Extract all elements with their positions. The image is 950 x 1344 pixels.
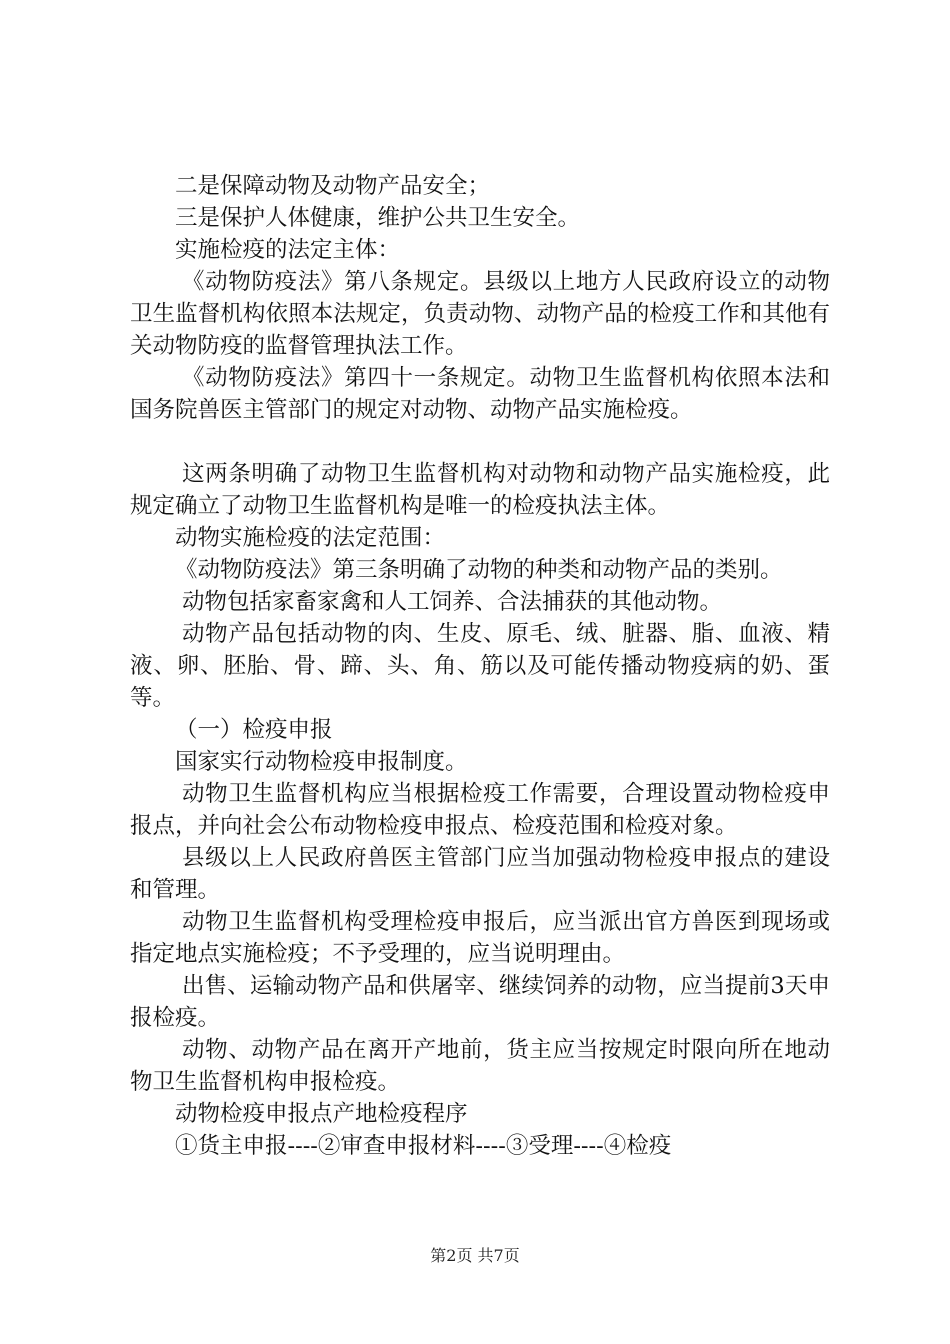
procedure-steps: ①货主申报----②审查申报材料----③受理----④检疫 (175, 1133, 672, 1159)
paragraph: 这两条明确了动物卫生监督机构对动物和动物产品实施检疫，此规定确立了动物卫生监督机构是唯一的检疫执法主体。 (130, 461, 830, 519)
paragraph: 县级以上人民政府兽医主管部门应当加强动物检疫申报点的建设和管理。 (130, 845, 830, 903)
document-body (130, 170, 830, 1162)
paragraph: 动物卫生监督机构受理检疫申报后，应当派出官方兽医到现场或指定地点实施检疫；不予受理的，应当说明理由。 (130, 909, 830, 967)
page-number: 第2页 共7页 (430, 1246, 520, 1265)
paragraph: 二是保障动物及动物产品安全； (175, 173, 491, 199)
paragraph: 国家实行动物检疫申报制度。 (175, 749, 468, 775)
paragraph: 三是保护人体健康，维护公共卫生安全。 (175, 205, 581, 231)
paragraph: 动物检疫申报点产地检疫程序 (175, 1101, 468, 1127)
paragraph: 《动物防疫法》第四十一条规定。动物卫生监督机构依照本法和国务院兽医主管部门的规定对动物、动物产品实施检疫。 (130, 365, 830, 423)
paragraph: 动物卫生监督机构应当根据检疫工作需要，合理设置动物检疫申报点，并向社会公布动物检疫申报点、检疫范围和检疫对象。 (130, 781, 830, 839)
blank-line (130, 426, 830, 458)
paragraph: 出售、运输动物产品和供屠宰、继续饲养的动物，应当提前3天申报检疫。 (130, 973, 830, 1031)
paragraph: 动物包括家畜家禽和人工饲养、合法捕获的其他动物。 (182, 589, 723, 615)
paragraph: 动物产品包括动物的肉、生皮、原毛、绒、脏器、脂、血液、精液、卵、胚胎、骨、蹄、头、角、筋以及可能传播动物疫病的奶、蛋等。 (130, 621, 830, 711)
paragraph: 动物实施检疫的法定范围： (175, 525, 446, 551)
paragraph: 《动物防疫法》第八条规定。县级以上地方人民政府设立的动物卫生监督机构依照本法规定，负责动物、动物产品的检疫工作和其他有关动物防疫的监督管理执法工作。 (130, 269, 830, 359)
paragraph: 实施检疫的法定主体： (175, 237, 401, 263)
paragraph: 《动物防疫法》第三条明确了动物的种类和动物产品的类别。 (175, 557, 783, 583)
paragraph: 动物、动物产品在离开产地前，货主应当按规定时限向所在地动物卫生监督机构申报检疫。 (130, 1037, 830, 1095)
section-heading: （一）检疫申报 (175, 717, 333, 743)
